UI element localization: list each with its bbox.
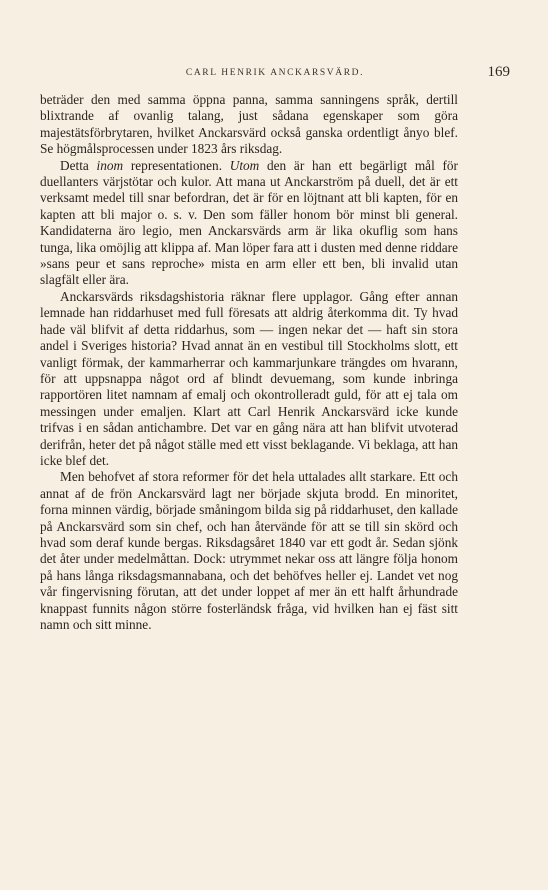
- page-header: [40, 62, 510, 86]
- paragraph-text: Anckarsvärds riksdagshistoria räknar flere upplagor. Gång efter annan lemnade han riddarhuset med full föresats att aldrig återkomma dit. Ty hvad hade väl blifvit af detta riddarhus, som — ingen nekar det — haft sin stora andel i Sveriges historia? Hvad annat än en vestibul till Stockholms slott, ett vanligt förmak, der kammarherrar och kammarjunkare trängdes om hvarann, för att uppsnappa något ord af blindt devuemang, som kunde inbringa rapportören litet namnam af emalj och okontrolleradt guld, för att ej tala om messingen under emaljen. Klart att Carl Henrik Anckarsvärd icke kunde trifvas i en sådan antichambre. Det var en gång nära att han blifvit utvoterad derifrån, heter det på något ställe med ett visst beklagande. Vi beklaga, att han icke blef det.: [40, 288, 458, 468]
- paragraph: [40, 158, 458, 289]
- paragraph: [40, 92, 458, 158]
- paragraph-text: beträder den med samma öppna panna, samma sanningens språk, dertill blixtrande af ovanlig talang, just sådana egenskaper som göra majestätsförbrytaren, hvilket Anckarsvärd också ganska ordentligt ånyo blef. Se högmålsprocessen under 1823 års riksdag.: [40, 92, 458, 157]
- paragraph: [40, 289, 458, 469]
- page-number: 169: [487, 64, 510, 80]
- italic-text: Utom: [229, 157, 260, 173]
- paragraph-text: representationen.: [123, 157, 230, 173]
- italic-text: inom: [96, 157, 124, 173]
- paragraph-text: den är han ett begärligt mål för duellanters värjstötar och kulor. Att mana ut Anckarström på duell, det är ett verksamt medel till snar befordran, det är för en löjtnant att bli kapten, för en kapten att bli major o. s. v. Den som fäller honom bör minst bli general. Kandidaterna äro legio, men Anckarsvärds arm är lika okuflig som hans tunga, lika omöjlig att klippa af. Man löper fara att i dusten med denne riddare »sans peur et sans reproche» mista en arm eller ett ben, bli invalid utan slagfält eller ära.: [40, 157, 458, 288]
- running-head: CARL HENRIK ANCKARSVÄRD.: [185, 68, 365, 78]
- paragraph-text: Detta: [60, 157, 97, 173]
- paragraph-text: Men behofvet af stora reformer för det hela uttalades allt starkare. Ett och annat af de frön Anckarsvärd lagt ner började skjuta brodd. En minoritet, forna minnen värdig, började småningom bilda sig på riddarhuset, den kallade på Anckarsvärd som sin chef, och han återvände för att se till sin skörd och hvad som deraf kunde bergas. Riksdagsåret 1840 var ett godt år. Sedan sjönk det åter under medelmåttan. Dock: utrymmet nekar oss att längre följa honom på hans långa riksdagsmannabana, och det behöfves heller ej. Landet vet nog vår fingervisning förutan, att det under loppet af mer än ett halft århundrade knappast funnits någon större fosterländsk fråga, vid hvilken han ej fäst sitt namn och sitt minne.: [40, 469, 458, 632]
- paragraph: [40, 469, 458, 633]
- body-text: [40, 92, 458, 633]
